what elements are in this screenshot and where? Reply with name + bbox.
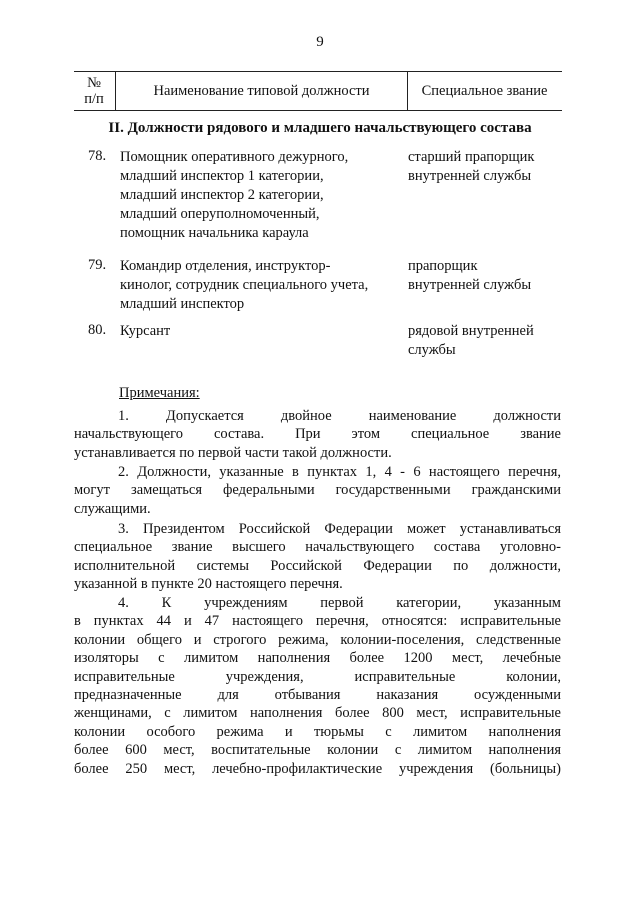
note-paragraph	[74, 407, 561, 462]
note-line: 3. Президентом Российской Федерации может устанавливаться	[118, 521, 561, 537]
note-line: специальное звание высшего начальствующего состава уголовно-	[74, 539, 561, 556]
note-paragraph	[74, 594, 561, 778]
header-number-column	[74, 72, 114, 110]
note-line: предназначенные для отбывания наказания осужденными	[74, 686, 561, 703]
position-name-line: помощник начальника караула	[120, 225, 309, 241]
note-line: указанной в пункте 20 настоящего перечня.	[74, 576, 343, 593]
note-line: более 250 мест, лечебно-профилактические учреждения (больницы)	[74, 760, 561, 777]
note-line: 4. К учреждениям первой категории, указанным	[118, 595, 561, 611]
header-number-symbol: №	[87, 75, 101, 91]
row-special-rank	[408, 257, 568, 295]
special-rank-line: старший прапорщик	[408, 149, 535, 165]
row-position-name	[120, 257, 400, 314]
position-name-line: кинолог, сотрудник специального учета,	[120, 277, 369, 293]
section-title: II. Должности рядового и младшего начальствующего состава	[108, 120, 532, 136]
note-line: начальствующего состава. При этом специальное звание	[74, 426, 561, 443]
note-line: исправительные учреждения, исправительные колонии,	[74, 668, 561, 685]
special-rank-line: прапорщик	[408, 258, 478, 274]
notes-title: Примечания:	[119, 385, 200, 401]
row-number: 80.	[88, 322, 107, 338]
note-line: служащими.	[74, 500, 151, 517]
note-line: устанавливается по первой части такой должности.	[74, 444, 392, 461]
position-name-line: Помощник оперативного дежурного,	[120, 149, 349, 165]
special-rank-line: рядовой внутренней	[408, 323, 534, 339]
special-rank-line: службы	[408, 342, 456, 358]
header-number-abbr: п/п	[84, 91, 104, 107]
note-line: исполнительной системы Российской Федерации по должности,	[74, 557, 561, 574]
special-rank-line: внутренней службы	[408, 277, 532, 293]
row-number: 79.	[88, 257, 107, 273]
position-name-line: младший инспектор 1 категории,	[120, 168, 324, 184]
note-paragraph	[74, 463, 561, 518]
position-name-line: Курсант	[120, 323, 171, 339]
note-line: более 600 мест, воспитательные колонии с лимитом наполнения	[74, 742, 561, 759]
note-line: могут замещаться федеральными государственными гражданскими	[74, 482, 561, 499]
header-special-rank: Специальное звание	[421, 83, 548, 99]
note-line: 2. Должности, указанные в пунктах 1, 4 - 6 настоящего перечня,	[118, 464, 561, 480]
note-line: в пунктах 44 и 47 настоящего перечня, относятся: исправительные	[74, 613, 561, 630]
row-position-name	[120, 322, 400, 341]
position-name-line: Командир отделения, инструктор-	[120, 258, 331, 274]
note-line: колонии особого режима и тюрьмы с лимитом наполнения	[74, 723, 561, 740]
row-position-name	[120, 148, 400, 243]
page-number: 9	[316, 34, 324, 50]
row-special-rank	[408, 148, 568, 186]
note-line: изоляторы с лимитом наполнения более 1200 мест, лечебные	[74, 650, 561, 667]
position-name-line: младший оперуполномоченный,	[120, 206, 320, 222]
note-line: женщинами, с лимитом наполнения более 800 мест, исправительные	[74, 705, 561, 722]
header-position-name: Наименование типовой должности	[115, 72, 408, 110]
position-name-line: младший инспектор 2 категории,	[120, 187, 324, 203]
row-special-rank	[408, 322, 568, 360]
position-name-line: младший инспектор	[120, 296, 245, 312]
note-line: 1. Допускается двойное наименование должности	[118, 408, 561, 424]
table-header	[74, 71, 562, 111]
row-number: 78.	[88, 148, 107, 164]
note-paragraph	[74, 520, 561, 594]
note-line: колонии общего и строгого режима, колонии-поселения, следственные	[74, 631, 561, 648]
special-rank-line: внутренней службы	[408, 168, 532, 184]
